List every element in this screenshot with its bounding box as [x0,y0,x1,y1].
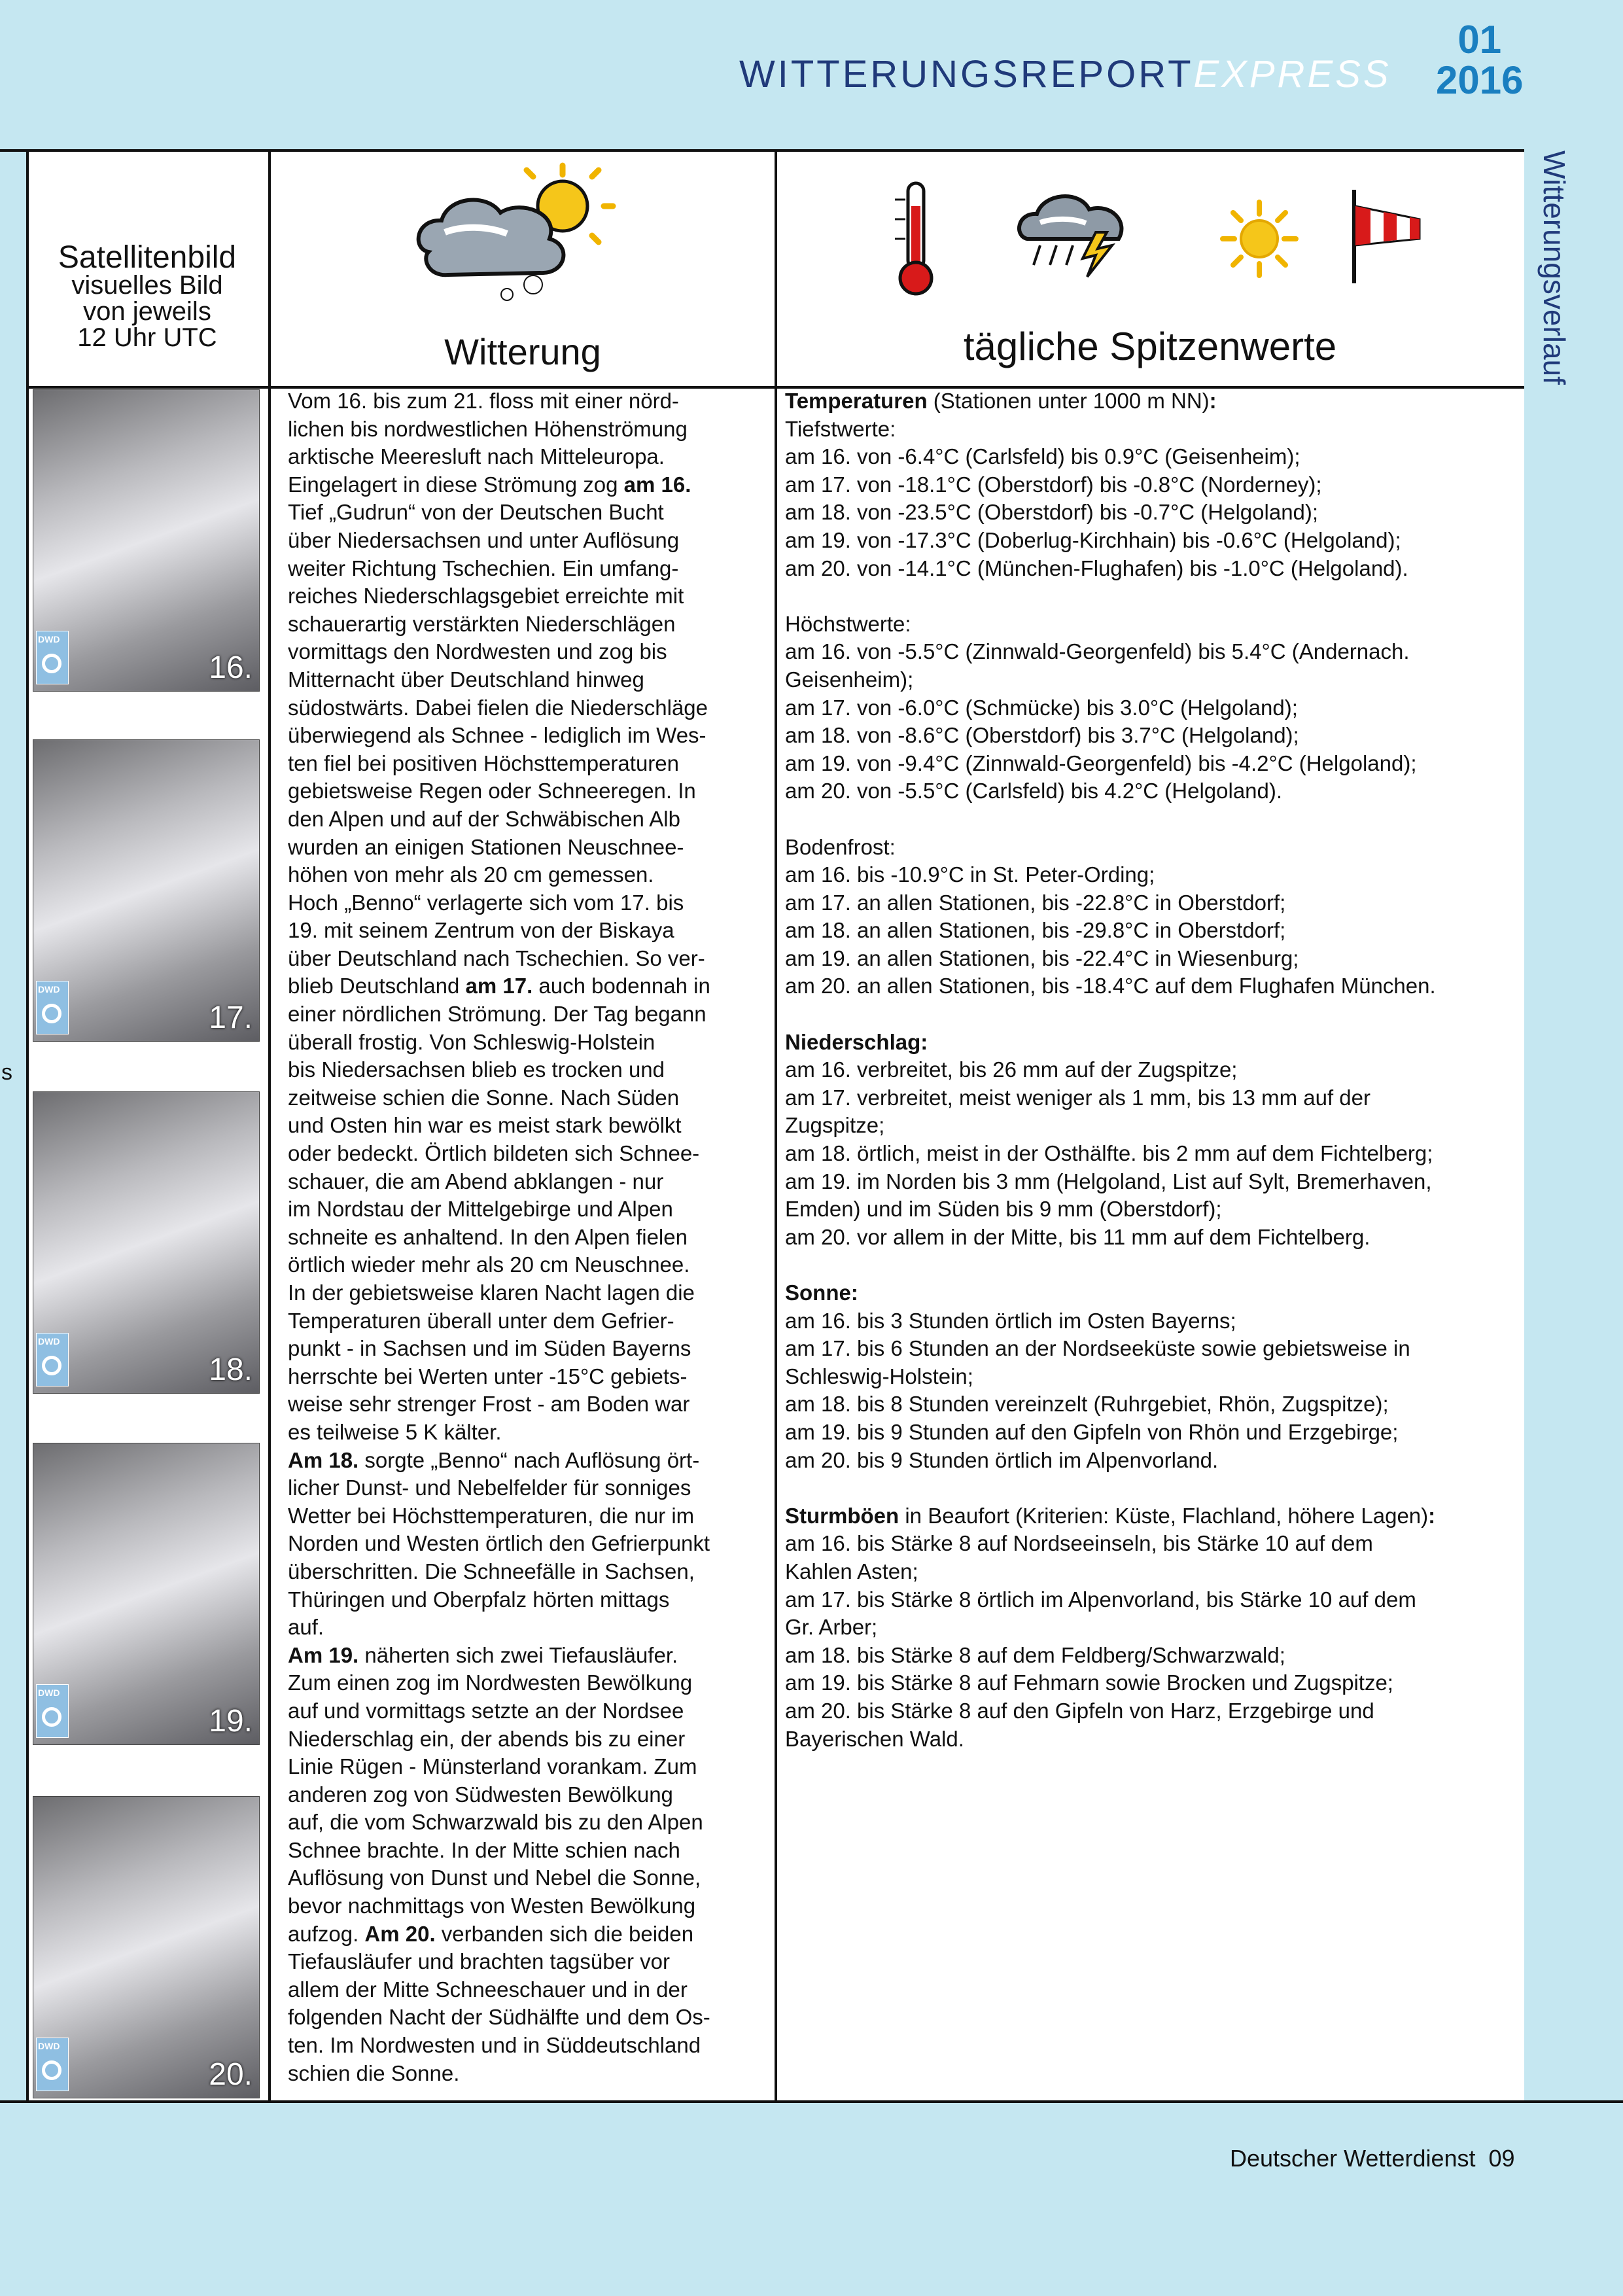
witterung-line: Linie Rügen - Münsterland vorankam. Zum [288,1754,697,1779]
satellite-column-header [26,240,268,352]
spitzenwerte-line: Bayerischen Wald. [785,1726,964,1751]
spitzenwerte-line: am 20. von -5.5°C (Carlsfeld) bis 4.2°C (Helgoland). [785,779,1283,804]
page-number: 09 [1488,2145,1515,2172]
witterung-text [288,387,772,2087]
witterung-line: über Niedersachsen und unter Auflösung [288,527,680,552]
witterung-line: oder bedeckt. Örtlich bildeten sich Schnee- [288,1141,700,1166]
report-title [739,52,1391,96]
witterung-line: ten. Im Nordwesten und in Süddeutschland [288,2033,701,2058]
cloud-snow-sun-icon [409,160,631,311]
side-label-text: Witterungsverlauf [1537,150,1571,385]
spitzenwerte-line: am 19. von -9.4°C (Zinnwald-Georgenfeld) bis -4.2°C (Helgoland); [785,751,1417,775]
witterung-line: Thüringen und Oberpfalz hörten mittags [288,1587,670,1612]
witterung-line: gebietsweise Regen oder Schneeregen. In [288,779,696,804]
witterung-line: schauer, die am Abend abklangen - nur [288,1169,664,1193]
witterung-line: auf, die vom Schwarzwald bis zu den Alpen [288,1810,703,1835]
satellite-day-label: 20. [209,2057,253,2092]
sun-icon [1220,200,1299,278]
witterung-line: Eingelagert in diese Strömung zog am 16. [288,472,691,497]
spitzenwerte-line: am 17. verbreitet, meist weniger als 1 mm, bis 13 mm auf der [785,1085,1370,1110]
page-footer [1230,2145,1515,2172]
witterung-line: schien die Sonne. [288,2060,460,2085]
issue-number: 01 [1457,18,1502,62]
title-suffix: EXPRESS [1193,53,1391,96]
spitzenwerte-line: am 19. im Norden bis 3 mm (Helgoland, List auf Sylt, Bremerhaven, [785,1169,1432,1193]
witterung-line: auf und vormittags setzte an der Nordsee [288,1698,684,1723]
section-side-label [1534,150,1580,386]
witterung-line: überwiegend als Schnee - lediglich im Wes- [288,723,707,748]
spitzenwerte-line: am 17. von -6.0°C (Schmücke) bis 3.0°C (Helgoland); [785,695,1298,720]
satellite-title: Satellitenbild [58,240,237,275]
satellite-image [33,1091,260,1394]
witterung-line: Vom 16. bis zum 21. floss mit einer nörd- [288,389,679,413]
witterung-line: es teilweise 5 K kälter. [288,1419,502,1444]
witterung-line: Tief „Gudrun“ von der Deutschen Bucht [288,500,664,525]
spitzenwerte-line: am 17. bis 6 Stunden an der Nordseeküste sowie gebietsweise in [785,1336,1410,1361]
witterung-line: bis Niedersachsen blieb es trocken und [288,1057,665,1082]
witterung-line: ten fiel bei positiven Höchsttemperaturen [288,751,679,775]
spitzenwerte-line: Bodenfrost: [785,834,896,859]
spitzenwerte-line: am 19. bis Stärke 8 auf Fehmarn sowie Brocken und Zugspitze; [785,1670,1393,1695]
witterung-line: einer nördlichen Strömung. Der Tag begann [288,1002,707,1027]
satellite-image [33,389,260,692]
spitzenwerte-line: Gr. Arber; [785,1615,878,1640]
spitzenwerte-line: am 16. von -5.5°C (Zinnwald-Georgenfeld) bis 5.4°C (Andernach. [785,639,1410,664]
spitzenwerte-line: Geisenheim); [785,667,914,692]
spitzenwerte-paragraph [785,1502,1521,1753]
witterung-line: blieb Deutschland am 17. auch bodennah in [288,974,710,998]
spitzenwerte-line: am 16. bis Stärke 8 auf Nordseeinseln, bis Stärke 10 auf dem [785,1531,1373,1556]
spitzenwerte-line: am 16. bis -10.9°C in St. Peter-Ording; [785,862,1155,887]
witterung-line: licher Dunst- und Nebelfelder für sonniges [288,1475,691,1500]
witterung-line: 19. mit seinem Zentrum von der Biskaya [288,918,674,943]
dwd-logo-text: DWD [38,634,60,645]
satellite-image [33,739,260,1042]
witterung-line: arktische Meeresluft nach Mitteleuropa. [288,444,665,469]
dwd-logo [36,2038,69,2091]
right-margin-column [1524,150,1623,2100]
issue-badge [1436,20,1523,101]
spitzenwerte-line: am 16. verbreitet, bis 26 mm auf der Zugspitze; [785,1057,1238,1082]
witterung-line: reiches Niederschlagsgebiet erreichte mit [288,584,684,609]
spitzenwerte-line: am 20. vor allem in der Mitte, bis 11 mm auf dem Fichtelberg. [785,1224,1370,1249]
spitzenwerte-line: am 18. örtlich, meist in der Osthälfte. bis 2 mm auf dem Fichtelberg; [785,1141,1433,1166]
witterung-line: allem der Mitte Schneeschauer und in der [288,1977,688,2002]
left-margin-column [0,150,29,2100]
satellite-subtitle-line: 12 Uhr UTC [77,323,217,352]
dwd-logo-text: DWD [38,984,60,995]
thunderstorm-cloud-icon [1014,186,1132,278]
satellite-image [33,1796,260,2098]
spitzenwerte-paragraph [785,834,1521,1001]
satellite-day-label: 19. [209,1704,253,1739]
spitzenwerte-line: am 17. bis Stärke 8 örtlich im Alpenvorland, bis Stärke 10 auf dem [785,1587,1416,1612]
witterung-line: Hoch „Benno“ verlagerte sich vom 17. bis [288,890,684,915]
spitzenwerte-text [785,387,1521,1781]
bottom-rule [0,2100,1623,2103]
dwd-logo [36,981,69,1034]
dwd-logo [36,1684,69,1738]
witterung-line: folgenden Nacht der Südhälfte und dem Os- [288,2005,710,2030]
spitzenwerte-line: am 16. von -6.4°C (Carlsfeld) bis 0.9°C (Geisenheim); [785,444,1300,469]
witterung-line: anderen zog von Südwesten Bewölkung [288,1782,673,1807]
spitzenwerte-line: am 20. bis Stärke 8 auf den Gipfeln von Harz, Erzgebirge und [785,1698,1374,1723]
witterung-column-header: Witterung [444,331,601,372]
witterung-line: Tiefausläufer und brachten tagsüber vor [288,1949,670,1974]
thermometer-icon [890,180,942,298]
witterung-line: wurden an einigen Stationen Neuschnee- [288,834,684,859]
spitzenwerte-line: am 17. von -18.1°C (Oberstdorf) bis -0.8°C (Norderney); [785,472,1322,497]
satellite-subtitle-line: von jeweils [83,297,211,326]
witterung-line: überall frostig. Von Schleswig-Holstein [288,1029,655,1054]
spitzenwerte-line: Schleswig-Holstein; [785,1364,973,1388]
spitzenwerte-line: am 17. an allen Stationen, bis -22.8°C in Oberstdorf; [785,890,1286,915]
spitzenwerte-line: Zugspitze; [785,1113,885,1138]
spitzenwerte-line: am 18. von -8.6°C (Oberstdorf) bis 3.7°C (Helgoland); [785,723,1299,748]
footer-publisher: Deutscher Wetterdienst [1230,2145,1476,2172]
spitzenwerte-line: am 20. von -14.1°C (München-Flughafen) bis -1.0°C (Helgoland). [785,556,1408,580]
witterung-line: Norden und Westen örtlich den Gefrierpunkt [288,1531,710,1556]
witterung-line: auf. [288,1615,324,1640]
spitzenwerte-line: Tiefstwerte: [785,416,896,441]
dwd-logo-text: DWD [38,1687,60,1698]
dwd-logo-text: DWD [38,1336,60,1347]
spitzenwerte-paragraph [785,610,1521,805]
witterung-line: lichen bis nordwestlichen Höhenströmung [288,416,688,441]
satellite-subtitle-line: visuelles Bild [71,271,223,300]
spitzenwerte-paragraph [785,1029,1521,1252]
column-divider [268,150,271,2100]
spitzenwerte-line: am 18. bis 8 Stunden vereinzelt (Ruhrgebiet, Rhön, Zugspitze); [785,1392,1389,1417]
witterung-line: bevor nachmittags von Westen Bewölkung [288,1894,696,1918]
witterung-line: weise sehr strenger Frost - am Boden war [288,1392,690,1417]
spitzenwerte-column-header: tägliche Spitzenwerte [963,325,1337,368]
witterung-line: Am 19. näherten sich zwei Tiefausläufer. [288,1642,678,1667]
witterung-line: aufzog. Am 20. verbanden sich die beiden [288,1921,694,1946]
witterung-line: Wetter bei Höchsttemperaturen, die nur im [288,1503,695,1528]
witterung-line: vormittags den Nordwesten und zog bis [288,639,667,664]
witterung-line: weiter Richtung Tschechien. Ein umfang- [288,556,679,580]
witterung-line: den Alpen und auf der Schwäbischen Alb [288,806,680,831]
spitzenwerte-line: am 18. bis Stärke 8 auf dem Feldberg/Schwarzwald; [785,1642,1285,1667]
dwd-logo-text: DWD [38,2041,60,2051]
witterung-line: örtlich wieder mehr als 20 cm Neuschnee. [288,1252,690,1277]
satellite-day-label: 17. [209,1000,253,1035]
spitzenwerte-line: Sonne: [785,1280,858,1305]
witterung-line: Auflösung von Dunst und Nebel die Sonne, [288,1865,701,1890]
spitzenwerte-line: am 19. bis 9 Stunden auf den Gipfeln von Rhön und Erzgebirge; [785,1419,1399,1444]
spitzenwerte-line: Höchstwerte: [785,611,911,636]
title-main: WITTERUNGSREPORT [739,53,1194,96]
satellite-day-label: 16. [209,650,253,685]
spitzenwerte-line: Temperaturen (Stationen unter 1000 m NN): [785,389,1217,413]
satellite-day-label: 18. [209,1352,253,1387]
witterung-line: überschritten. Die Schneefälle in Sachsen, [288,1559,695,1583]
witterung-line: Zum einen zog im Nordwesten Bewölkung [288,1670,693,1695]
spitzenwerte-line: am 20. bis 9 Stunden örtlich im Alpenvorland. [785,1447,1219,1472]
witterung-line: im Nordstau der Mittelgebirge und Alpen [288,1197,673,1222]
witterung-line: höhen von mehr als 20 cm gemessen. [288,862,654,887]
dwd-logo [36,1333,69,1386]
spitzenwerte-line: am 19. an allen Stationen, bis -22.4°C in Wiesenburg; [785,945,1299,970]
spitzenwerte-paragraph [785,387,1521,582]
windsock-icon [1348,186,1433,285]
issue-year: 2016 [1436,58,1524,102]
spitzenwerte-line: am 18. von -23.5°C (Oberstdorf) bis -0.7°C (Helgoland); [785,500,1319,525]
spitzenwerte-line: am 18. an allen Stationen, bis -29.8°C in Oberstdorf; [785,918,1286,943]
witterung-line: Mitternacht über Deutschland hinweg [288,667,644,692]
witterung-line: über Deutschland nach Tschechien. So ver- [288,945,705,970]
left-edge-fragment: s [1,1060,12,1085]
spitzenwerte-line: am 20. an allen Stationen, bis -18.4°C auf dem Flughafen München. [785,974,1436,998]
spitzenwerte-line: Sturmböen in Beaufort (Kriterien: Küste, Flachland, höhere Lagen): [785,1503,1436,1528]
spitzenwerte-line: Niederschlag: [785,1029,928,1054]
dwd-logo [36,631,69,684]
witterung-line: schneite es anhaltend. In den Alpen fielen [288,1224,688,1249]
spitzenwerte-line: am 16. bis 3 Stunden örtlich im Osten Bayerns; [785,1308,1236,1333]
witterung-line: punkt - in Sachsen und im Süden Bayerns [288,1336,691,1361]
witterung-line: zeitweise schien die Sonne. Nach Süden [288,1085,680,1110]
spitzenwerte-line: Emden) und im Süden bis 9 mm (Oberstdorf); [785,1197,1222,1222]
witterung-line: Niederschlag ein, der abends bis zu einer [288,1726,686,1751]
top-rule [0,149,1524,152]
spitzenwerte-paragraph [785,1279,1521,1474]
witterung-line: Temperaturen überall unter dem Gefrier- [288,1308,674,1333]
witterung-line: und Osten hin war es meist stark bewölkt [288,1113,682,1138]
witterung-line: herrschte bei Werten unter -15°C gebiets- [288,1364,688,1388]
witterung-line: schauerartig verstärkten Niederschlägen [288,611,676,636]
witterung-line: In der gebietsweise klaren Nacht lagen die [288,1280,695,1305]
witterung-line: Schnee brachte. In der Mitte schien nach [288,1837,680,1862]
spitzenwerte-line: Kahlen Asten; [785,1559,918,1583]
witterung-line: südostwärts. Dabei fielen die Niederschläge [288,695,708,720]
witterung-line: Am 18. sorgte „Benno“ nach Auflösung ört- [288,1447,700,1472]
column-divider [775,150,777,2100]
spitzenwerte-line: am 19. von -17.3°C (Doberlug-Kirchhain) bis -0.6°C (Helgoland); [785,527,1401,552]
satellite-image [33,1443,260,1745]
